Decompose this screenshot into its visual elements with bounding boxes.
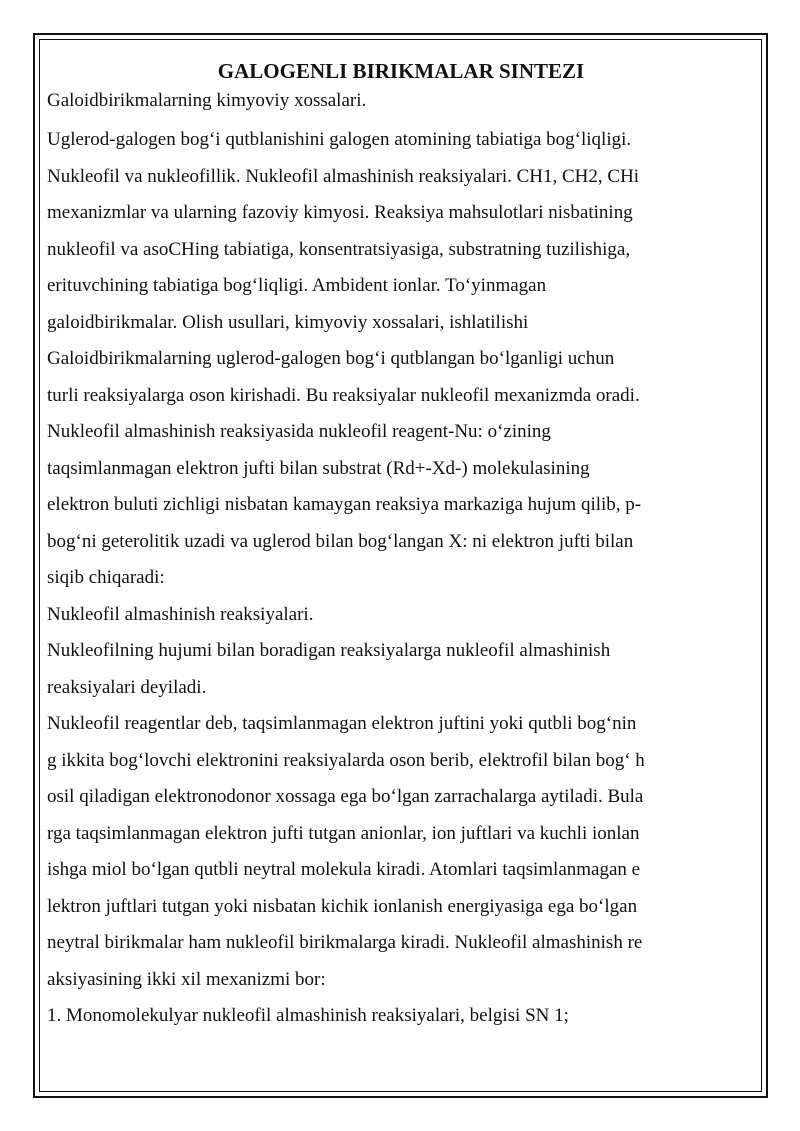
text-line: mexanizmlar va ularning fazoviy kimyosi. Reaksiya mahsulotlari nisbatining	[47, 202, 633, 223]
document-title: GALOGENLI BIRIKMALAR SINTEZI	[217, 59, 585, 83]
text-line: taqsimlanmagan elektron jufti bilan substrat (Rd+-Xd-) molekulasining	[47, 457, 590, 479]
text-line: galoidbirikmalar. Olish usullari, kimyoviy xossalari, ishlatilishi	[47, 311, 529, 333]
text-line: Nukleofil va nukleofillik. Nukleofil almashinish reaksiyalari. CH1, CH2, CHi	[47, 165, 640, 187]
text-line: neytral birikmalar ham nukleofil birikmalarga kiradi. Nukleofil almashinish re	[47, 932, 643, 953]
text-line: turli reaksiyalarga oson kirishadi. Bu reaksiyalar nukleofil mexanizmda oradi.	[47, 384, 640, 406]
text-line: Nukleofil almashinish reaksiyalari.	[47, 603, 314, 625]
text-line: bog‘ni geterolitik uzadi va uglerod bilan bog‘langan X: ni elektron jufti bilan	[47, 530, 634, 552]
text-line: lektron juftlari tutgan yoki nisbatan kichik ionlanish energiyasiga ega bo‘lgan	[47, 895, 638, 917]
text-line: Nukleofil reagentlar deb, taqsimlanmagan elektron juftini yoki qutbli bog‘nin	[47, 713, 637, 734]
text-line: osil qiladigan elektronodonor xossaga ega bo‘lgan zarrachalarga aytiladi. Bula	[47, 786, 644, 807]
text-line: reaksiyalari deyiladi.	[47, 676, 207, 698]
text-line: Galoidbirikmalarning uglerod-galogen bog‘i qutblangan bo‘lganligi uchun	[47, 348, 615, 369]
text-line: ishga miol bo‘lgan qutbli neytral molekula kiradi. Atomlari taqsimlanmagan e	[47, 859, 641, 880]
text-line: aksiyasining ikki xil mexanizmi bor:	[47, 968, 326, 990]
text-line: Uglerod-galogen bog‘i qutblanishini galogen atomining tabiatiga bog‘liqligi.	[47, 129, 632, 150]
text-line: erituvchining tabiatiga bog‘liqligi. Ambident ionlar. To‘yinmagan	[47, 275, 547, 296]
text-line: Nukleofilning hujumi bilan boradigan reaksiyalarga nukleofil almashinish	[47, 640, 611, 661]
text-line: g ikkita bog‘lovchi elektronini reaksiyalarda oson berib, elektrofil bilan bog‘ h	[47, 749, 645, 771]
text-line: siqib chiqaradi:	[47, 567, 165, 588]
text-line: rga taqsimlanmagan elektron jufti tutgan anionlar, ion juftlari va kuchli ionlan	[47, 822, 640, 844]
text-line: nukleofil va asoCHing tabiatiga, konsentratsiyasiga, substratning tuzilishiga,	[47, 238, 631, 260]
text-line: elektron buluti zichligi nisbatan kamaygan reaksiya markaziga hujum qilib, p-	[47, 494, 642, 515]
document-body	[47, 56, 747, 1035]
text-line: 1. Monomolekulyar nukleofil almashinish reaksiyalari, belgisi SN 1;	[47, 1005, 569, 1026]
text-line: Galoidbirikmalarning kimyoviy xossalari.	[47, 90, 367, 111]
text-line: Nukleofil almashinish reaksiyasida nukleofil reagent-Nu: o‘zining	[47, 421, 551, 442]
